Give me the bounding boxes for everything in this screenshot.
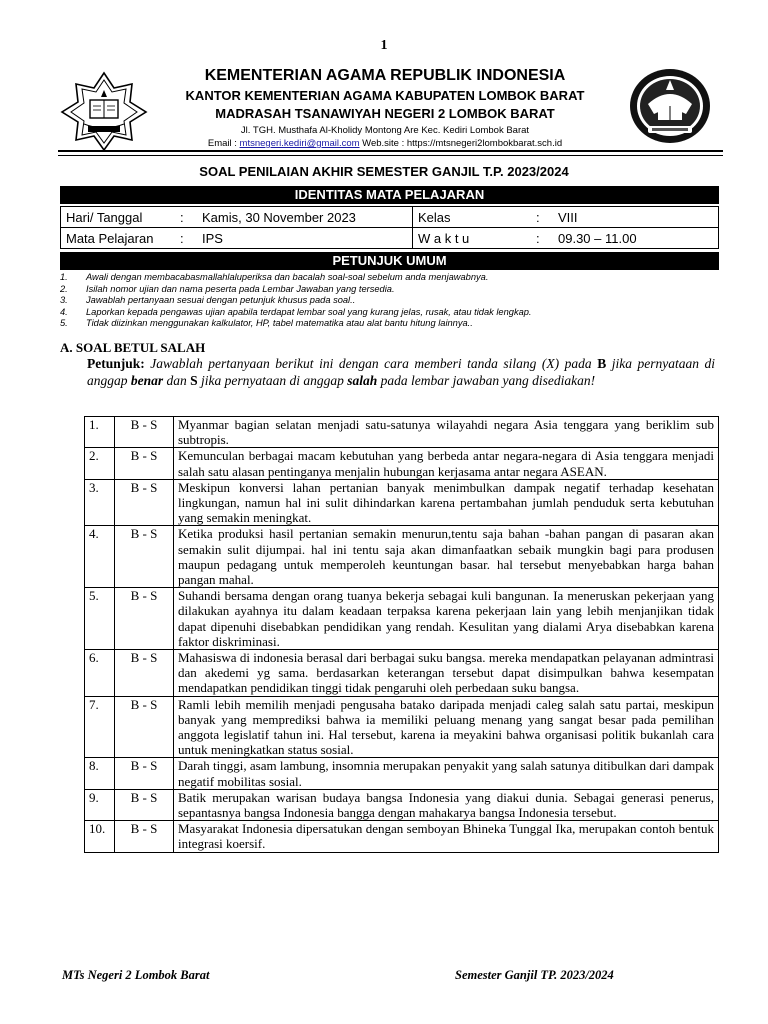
item-number: 2. bbox=[60, 283, 68, 294]
table-row bbox=[85, 479, 719, 526]
identitas-table bbox=[60, 206, 719, 249]
question-text: Suhandi bersama dengan orang tuanya bekerja sebagai kuli bangunan. Ia meneruskan pekerjaan yang dilakukan ayahnya itu dalam keadaan terpaksa karena pekerjaan lain yang lebih menjanjikan tidak dapat dipenuhi disebabkan pendidikan yang rendah. Kesulitan yang dialami Arya disebabkan karena faktor diskriminasi. bbox=[174, 588, 719, 650]
question-number: 2. bbox=[85, 448, 115, 479]
table-row bbox=[85, 588, 719, 650]
identitas-heading: IDENTITAS MATA PELAJARAN bbox=[60, 186, 719, 204]
section-a-instructions bbox=[87, 355, 715, 389]
question-number: 3. bbox=[85, 479, 115, 526]
benar-word: benar bbox=[130, 373, 164, 388]
item-text: Jawablah pertanyaan sesuai dengan petunjuk khusus pada soal.. bbox=[86, 295, 356, 306]
colon: : bbox=[531, 228, 553, 249]
item-text: Laporkan kepada pengawas ujian apabila terdapat lembar soal yang kurang jelas, rusak, atau tidak lengkap. bbox=[86, 306, 532, 317]
answer-choice: B - S bbox=[115, 448, 174, 479]
list-item bbox=[60, 272, 740, 284]
question-text: Batik merupakan warisan budaya bangsa Indonesia yang diakui dunia. Sebagai generasi penerus, sepantasnya bangsa Indonesia bangga dengan mahakarya bangsa Indonesia tersebut. bbox=[174, 789, 719, 820]
answer-choice: B - S bbox=[115, 758, 174, 789]
question-text: Kemunculan berbagai macam kebutuhan yang berbeda antar negara-negara di Asia tenggara menjadi salah satu alasan pentinganya menjalin hubungan kerjasama antar negara ASEAN. bbox=[174, 448, 719, 479]
kemenag-emblem-icon bbox=[58, 70, 150, 152]
table-row bbox=[85, 650, 719, 697]
item-number: 4. bbox=[60, 306, 68, 317]
question-text: Ramli lebih memilih menjadi pengusaha batako daripada menjadi caleg salah satu partai, meskipun banyak yang memprediksi bahwa ia memiliki peluang menang yang sangat besar pada pemilihan anggota legislatif tahun ini. Hal tersebut, karena ia meyakini bahwa organisasi politik bukanlah cara untuk meningkatkan status sosial. bbox=[174, 696, 719, 758]
email-label: Email : bbox=[207, 138, 240, 149]
table-row bbox=[85, 821, 719, 852]
item-text: Awali dengan membacabasmallahlaluperiksa dan bacalah soal-soal sebelum anda menjawabnya. bbox=[86, 272, 489, 282]
answer-choice: B - S bbox=[115, 588, 174, 650]
question-text: Meskipun konversi lahan pertanian banyak menimbulkan dampak negatif terhadap kesehatan lingkungan, namun hal ini sulit dihindarkan karena pertambahan jumlah penduduk serta kebutuhan yang semakin meningkat. bbox=[174, 479, 719, 526]
instruction-text: dan bbox=[163, 373, 191, 388]
question-number: 5. bbox=[85, 588, 115, 650]
question-number: 1. bbox=[85, 417, 115, 448]
table-row bbox=[85, 526, 719, 588]
answer-choice: B - S bbox=[115, 479, 174, 526]
page-number: 1 bbox=[380, 38, 388, 53]
question-number: 9. bbox=[85, 789, 115, 820]
mapel-label: Mata Pelajaran bbox=[61, 228, 176, 249]
table-row bbox=[85, 758, 719, 789]
question-number: 6. bbox=[85, 650, 115, 697]
instruction-text: jika pernyataan di anggap bbox=[87, 356, 715, 388]
item-number: 3. bbox=[60, 295, 68, 306]
question-number: 8. bbox=[85, 758, 115, 789]
header-office: KANTOR KEMENTERIAN AGAMA KABUPATEN LOMBOK BARAT bbox=[185, 88, 585, 103]
item-text: Isilah nomor ujian dan nama peserta pada Lembar Jawaban yang tersedia. bbox=[86, 283, 395, 294]
instruction-text: pada lembar jawaban yang disediakan! bbox=[377, 373, 596, 388]
question-number: 4. bbox=[85, 526, 115, 588]
header-rule-thin bbox=[58, 155, 723, 156]
mapel-value: IPS bbox=[197, 228, 413, 249]
list-item bbox=[60, 284, 740, 296]
question-text: Mahasiswa di indonesia berasal dari berbagai suku bangsa. mereka mendapatkan pelayanan admintrasi dan akedemi yg sama. berdasarkan keterangan tersebut dapat disimpulkan bahwa kesempatan mendapatkan pendidikan tinggi tidak pengaruhi oleh perbedaan suku bangsa. bbox=[174, 650, 719, 697]
list-item bbox=[60, 318, 740, 330]
item-text: Tidak diizinkan menggunakan kalkulator, HP, tabel matematika atau alat bantu hitung lainnya.. bbox=[86, 318, 473, 329]
question-text: Masyarakat Indonesia dipersatukan dengan semboyan Bhineka Tunggal Ika, merupakan contoh bentuk integrasi koersif. bbox=[174, 821, 719, 852]
table-row bbox=[85, 417, 719, 448]
waktu-value: 09.30 – 11.00 bbox=[553, 228, 719, 249]
item-number: 1. bbox=[60, 272, 68, 282]
header-ministry: KEMENTERIAN AGAMA REPUBLIK INDONESIA bbox=[204, 67, 566, 84]
list-item bbox=[60, 295, 740, 307]
identitas-row bbox=[61, 228, 719, 249]
table-row bbox=[85, 448, 719, 479]
answer-choice: B - S bbox=[115, 417, 174, 448]
colon: : bbox=[175, 228, 197, 249]
school-emblem-icon bbox=[626, 66, 714, 146]
colon: : bbox=[175, 207, 197, 228]
petunjuk-umum-heading: PETUNJUK UMUM bbox=[60, 252, 719, 270]
item-number: 5. bbox=[60, 318, 68, 329]
hari-value: Kamis, 30 November 2023 bbox=[197, 207, 413, 228]
s-marker: S bbox=[190, 373, 198, 388]
question-text: Myanmar bagian selatan menjadi satu-satunya wilayahdi negara Asia tenggara yang beriklim sub subtropis. bbox=[174, 417, 719, 448]
answer-choice: B - S bbox=[115, 789, 174, 820]
header-address: Jl. TGH. Musthafa Al-Kholidy Montong Are Kec. Kediri Lombok Barat bbox=[240, 125, 530, 136]
header-school: MADRASAH TSANAWIYAH NEGERI 2 LOMBOK BARAT bbox=[215, 106, 555, 121]
footer-school: MTs Negeri 2 Lombok Barat bbox=[62, 968, 210, 982]
instruction-text: jika pernyataan di anggap bbox=[197, 373, 348, 388]
table-row bbox=[85, 696, 719, 758]
website-text: Web.site : https://mtsnegeri2lombokbarat.sch.id bbox=[359, 138, 563, 149]
question-table bbox=[84, 416, 719, 853]
salah-word: salah bbox=[347, 373, 378, 388]
email-link[interactable]: mtsnegeri.kediri@gmail.com bbox=[239, 138, 360, 149]
table-row bbox=[85, 789, 719, 820]
answer-choice: B - S bbox=[115, 650, 174, 697]
petunjuk-label: Petunjuk: bbox=[87, 356, 145, 371]
colon: : bbox=[531, 207, 553, 228]
answer-choice: B - S bbox=[115, 526, 174, 588]
kelas-label: Kelas bbox=[413, 207, 532, 228]
header-contact bbox=[150, 138, 620, 149]
section-a-title: A. SOAL BETUL SALAH bbox=[60, 340, 206, 355]
question-text: Darah tinggi, asam lambung, insomnia merupakan penyakit yang salah satunya ditibulkan dari dampak negatif mobilitas sosial. bbox=[174, 758, 719, 789]
b-marker: B bbox=[597, 356, 607, 371]
question-number: 10. bbox=[85, 821, 115, 852]
exam-title: SOAL PENILAIAN AKHIR SEMESTER GANJIL T.P. 2023/2024 bbox=[199, 164, 569, 179]
kelas-value: VIII bbox=[553, 207, 719, 228]
question-text: Ketika produksi hasil pertanian semakin menurun,tentu saja bahan -bahan pangan di pasaran akan semakin sulit dijumpai. hal ini tentu saja akan dimanfaatkan sebaik mungkin bagi para produsen maupun pedagang untuk memperoleh keuntungan basar. hal tersebut menyebabkan harga bahan pangan mahal. bbox=[174, 526, 719, 588]
list-item bbox=[60, 307, 740, 319]
petunjuk-umum-list bbox=[60, 272, 740, 330]
footer-semester: Semester Ganjil TP. 2023/2024 bbox=[455, 968, 614, 982]
header-rule-thick bbox=[58, 150, 723, 152]
question-number: 7. bbox=[85, 696, 115, 758]
hari-label: Hari/ Tanggal bbox=[61, 207, 176, 228]
answer-choice: B - S bbox=[115, 696, 174, 758]
instruction-text: Jawablah pertanyaan berikut ini dengan cara memberi tanda silang (X) pada bbox=[144, 356, 598, 371]
identitas-row bbox=[61, 207, 719, 228]
waktu-label: W a k t u bbox=[413, 228, 532, 249]
answer-choice: B - S bbox=[115, 821, 174, 852]
